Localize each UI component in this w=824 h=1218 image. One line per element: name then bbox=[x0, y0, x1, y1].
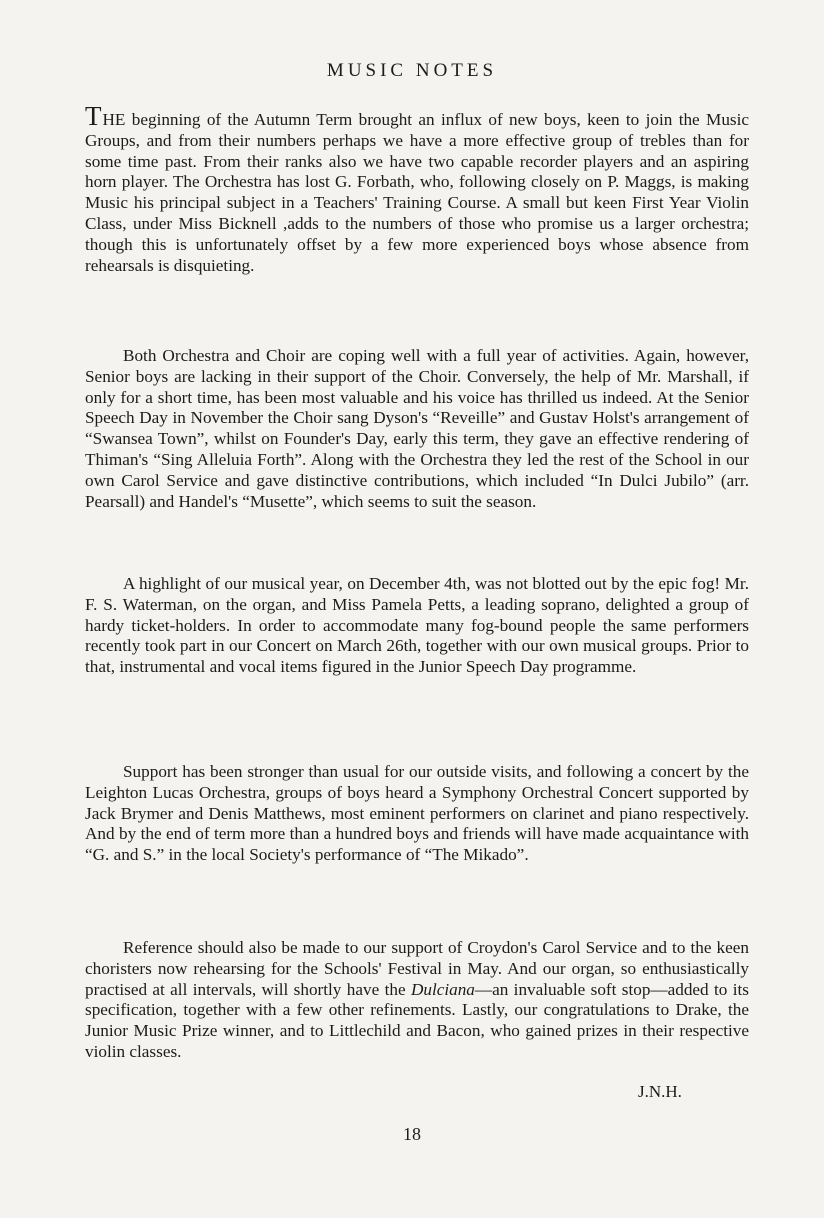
organ-stop-name: Dulciana bbox=[410, 979, 475, 999]
page-number: 18 bbox=[403, 1124, 421, 1144]
paragraph-1 bbox=[85, 101, 749, 276]
paragraph-5-text-start: Reference should also be made to our support of Croydon's Carol Service and to the keen choristers now rehearsing for the Schools' Festival in May. And our organ, so enthusiastically practised at all intervals, will shortly have the bbox=[85, 938, 749, 999]
paragraph-5-text-end: —an invaluable soft stop—added to its specification, together with a few other refinements. Lastly, our congratulations to Drake, the Junior Music Prize winner, and to Littlechild and Bacon, who gained prizes in their respective violin classes. bbox=[85, 979, 749, 1061]
paragraph-3: A highlight of our musical year, on December 4th, was not blotted out by the epic fog! Mr. F. S. Waterman, on the organ, and Miss Pamela Petts, a leading soprano, delighted a group of hardy ticket-holders. In order to accommodate many fog-bound people the same performers recently took part in our Concert on March 26th, together with our own musical groups. Prior to that, instrumental and vocal items figured in the Junior Speech Day programme. bbox=[85, 574, 749, 677]
paragraph-2: Both Orchestra and Choir are coping well with a full year of activities. Again, however, Senior boys are lacking in their support of the Choir. Conversely, the help of Mr. Marshall, if only for a short time, has been most valuable and his voice has thrilled us indeed. At the Senior Speech Day in November the Choir sang Dyson's “Reveille” and Gustav Holst's arrangement of “Swansea Town”, whilst on Founder's Day, early this term, they gave an effective rendering of Thiman's “Sing Alleluia Forth”. Along with the Orchestra they led the rest of the School in our own Carol Service and gave distinctive contributions, which included “In Dulci Jubilo” (arr. Pearsall) and Handel's “Musette”, which seems to suit the season. bbox=[85, 346, 749, 511]
page-title: MUSIC NOTES bbox=[326, 60, 498, 81]
paragraph-5 bbox=[85, 938, 749, 1063]
drop-cap: T bbox=[85, 101, 102, 131]
author-signature: J.N.H. bbox=[638, 1082, 682, 1101]
paragraph-4: Support has been stronger than usual for our outside visits, and following a concert by the Leighton Lucas Orchestra, groups of boys heard a Symphony Orchestral Concert supported by Jack Brymer and Denis Matthews, most eminent performers on clarinet and piano respectively. And by the end of term more than a hundred boys and friends will have made acquaintance with “G. and S.” in the local Society's performance of “The Mikado”. bbox=[85, 762, 749, 865]
paragraph-1-text: HE beginning of the Autumn Term brought an influx of new boys, keen to join the Music Groups, and from their numbers perhaps we have a more effective group of trebles than for some time past. From their ranks also we have two capable recorder players and an aspiring horn player. The Orchestra has lost G. Forbath, who, following closely on P. Maggs, is making Music his principal subject in a Teachers' Training Course. A small but keen First Year Violin Class, under Miss Bicknell ,adds to the numbers of those who promise us a larger orchestra; though this is unfortunately offset by a few more experienced boys whose absence from rehearsals is disquieting. bbox=[85, 110, 749, 275]
